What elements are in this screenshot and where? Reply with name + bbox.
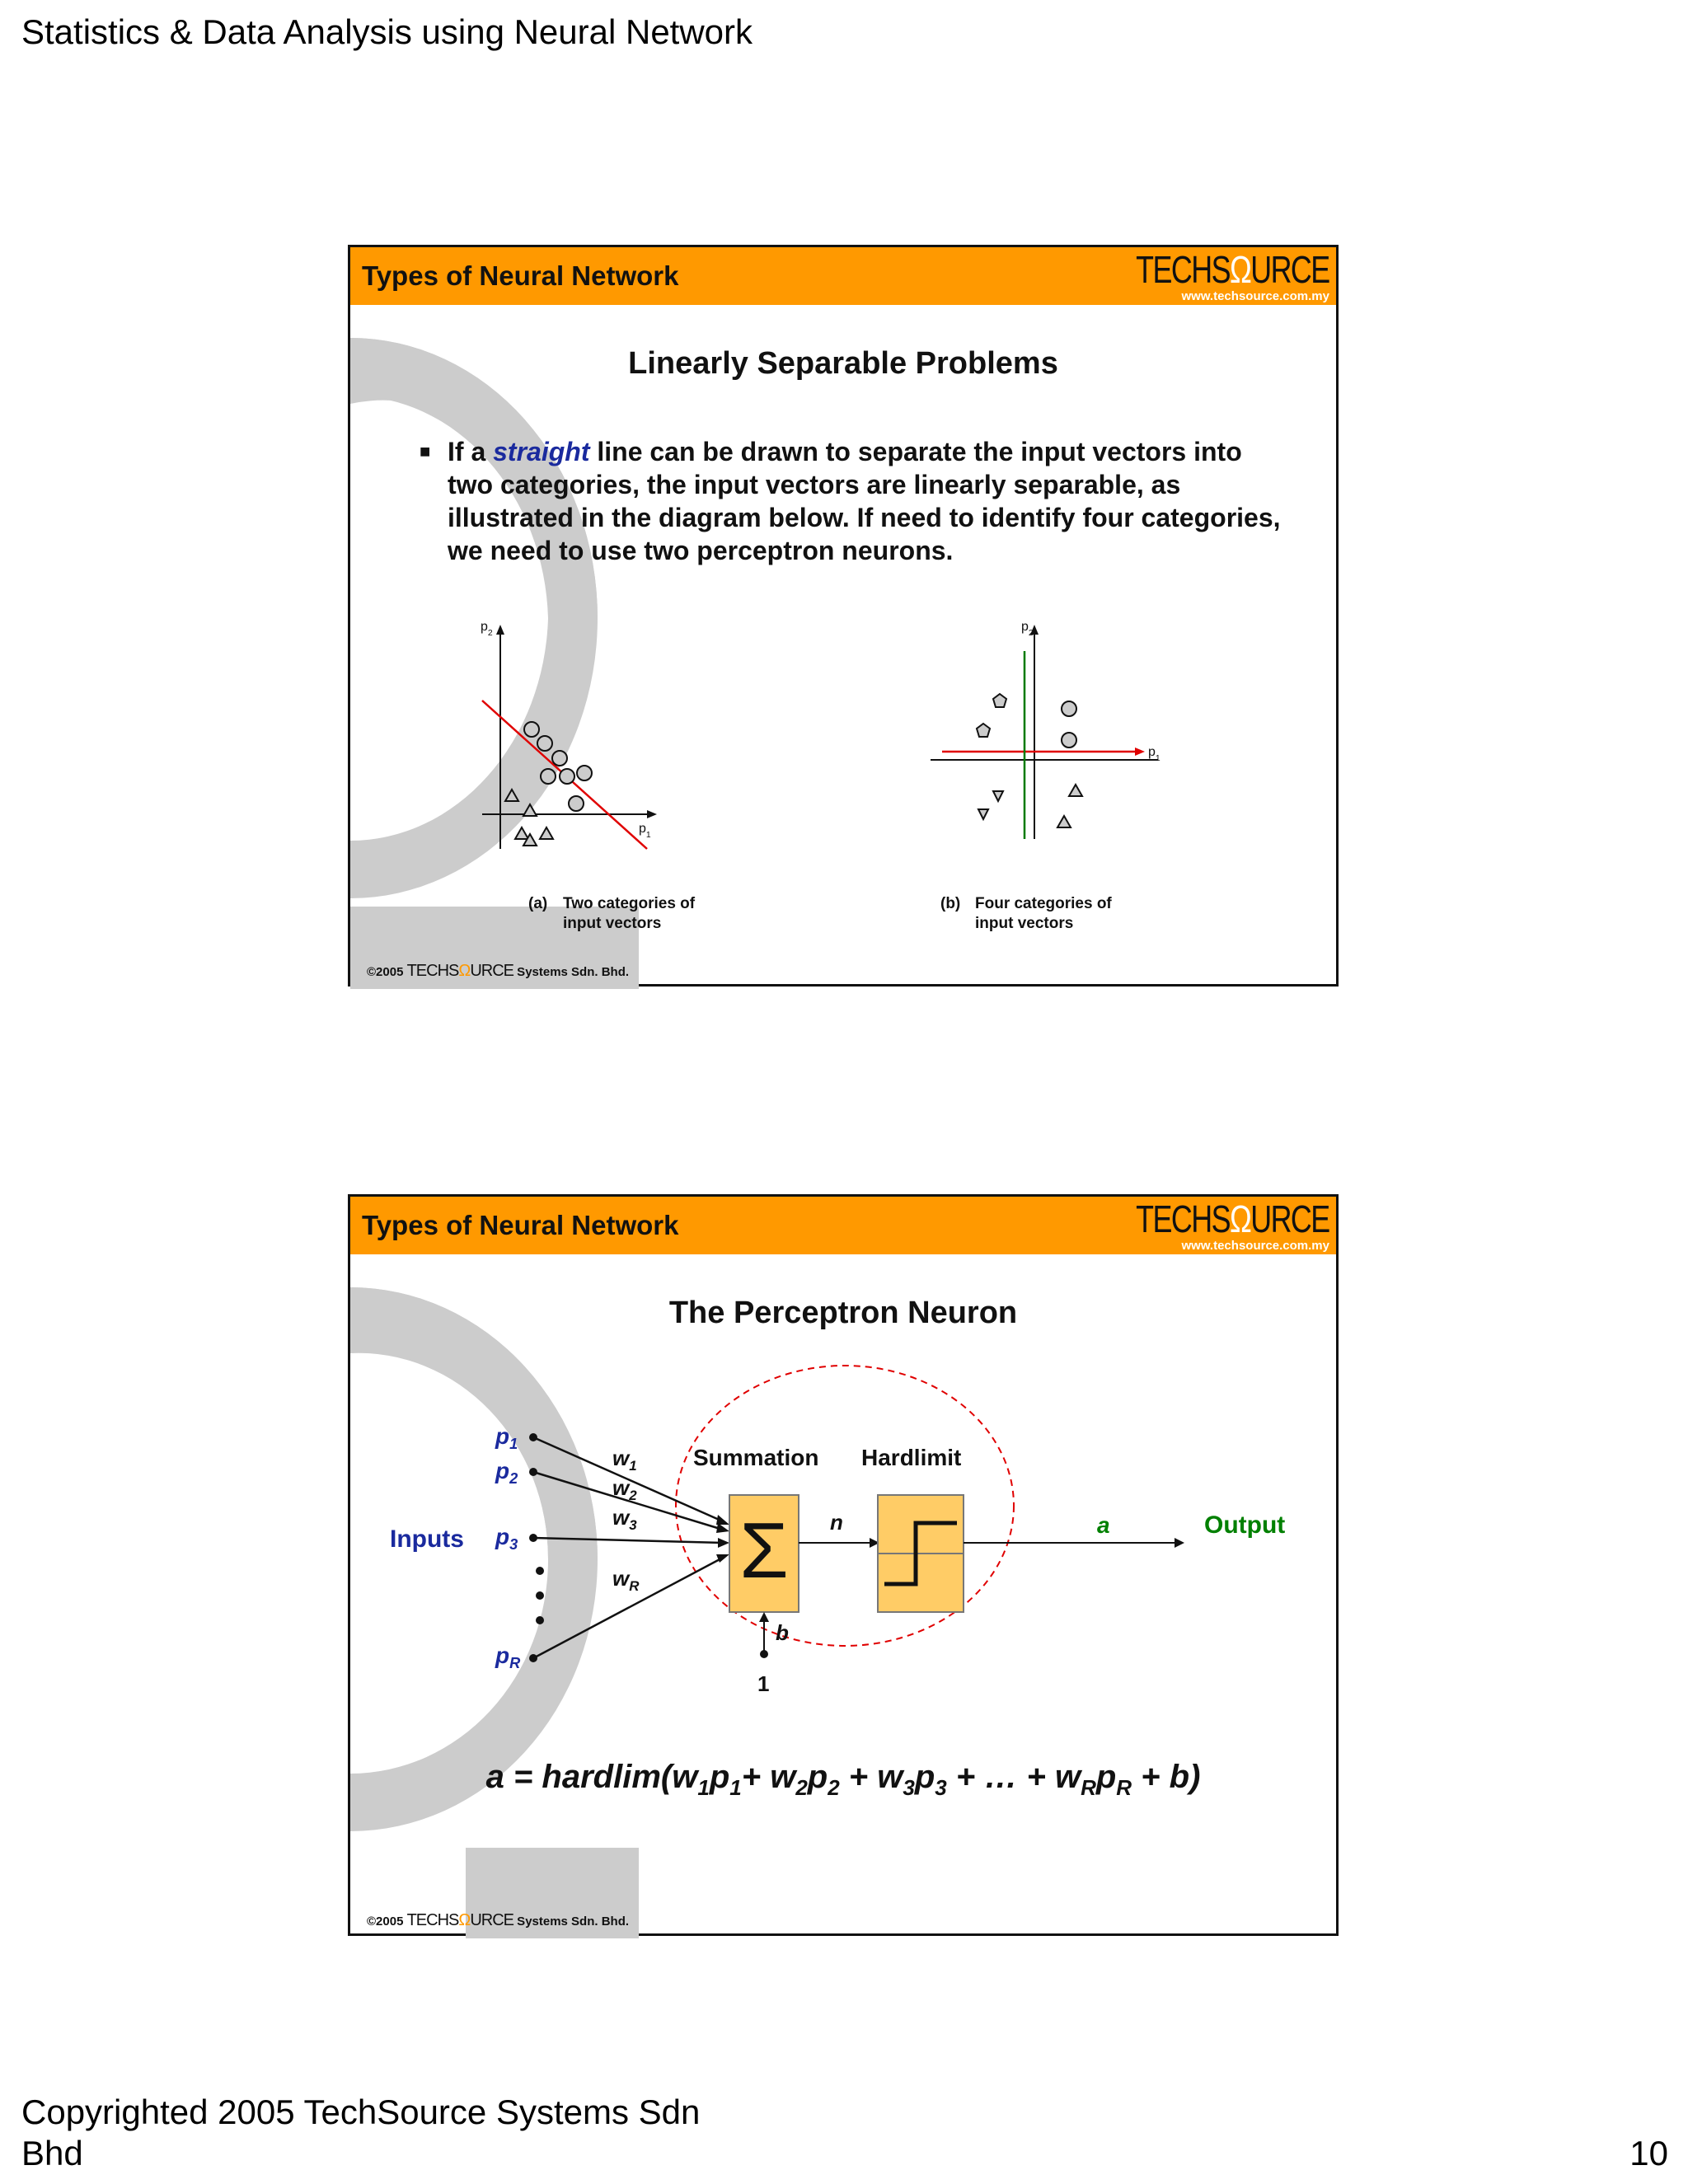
input-pR: $p_R$ [495,1643,521,1671]
slide-header-title: Types of Neural Network [362,1210,679,1240]
bullet-marker: ■ [420,441,431,462]
input-p2: $p_2$ [495,1458,518,1487]
logo-url: www.techsource.com.my [1181,1239,1329,1253]
bias-label: b [776,1620,789,1645]
hardlimit-label: Hardlimit [861,1445,962,1470]
slide-copyright: ©2005 TECHSΩURCE Systems Sdn. Bhd. [367,962,630,980]
page-footer: Copyrighted 2005 TechSource Systems Sdn Bhd [21,2093,701,2172]
inputs-label: Inputs [390,1526,464,1553]
input-p3: $p_3$ [495,1524,518,1553]
bias-input-one: 1 [757,1671,770,1696]
diagram-two-categories [482,618,680,849]
axis-label-p1: $p_1$ [639,822,651,840]
logo-url: www.techsource.com.my [1181,289,1329,303]
perceptron-diagram [350,1361,1341,1696]
page-number: 10 [1629,2134,1668,2172]
axis-label-p2: $p_2$ [1021,620,1034,638]
slide-title: Linearly Separable Problems [628,346,1058,381]
weight-w3: $w_3$ [612,1505,637,1533]
caption-b: (b) Four categories of input vectors [940,895,1112,932]
weight-wR: $w_R$ [612,1566,640,1594]
diagram-four-categories [927,618,1191,841]
slide-linearly-separable [348,245,1339,987]
axis-label-p2: $p_2$ [481,620,493,638]
hardlim-formula: $a = hardlim(w_1p_1+ w_2p_2 + w_3p_3$ + … + $w_Rp_R + b$) [485,1759,1201,1800]
weight-w1: $w_1$ [612,1446,637,1474]
axis-label-p1: $p_1$ [1148,745,1160,763]
sigma-symbol: Σ [739,1507,789,1595]
emphasis-straight: straight [493,437,590,466]
slide-header-bar [350,247,1336,305]
output-a-label: a [1097,1512,1110,1538]
output-label: Output [1204,1511,1286,1539]
techsource-logo: TECHSΩURCE www.techsource.com.my [1081,249,1329,303]
bullet-point: ■ If a straight line can be drawn to separate the input vectors into two categories, the input vectors are linearly separable, as illustrated in the diagram below. If need to identify four categories, we need to use two perceptron neurons. [420,437,1281,565]
summation-label: Summation [693,1445,819,1470]
slide-header-bar [350,1197,1336,1254]
slide-title: The Perceptron Neuron [668,1296,1018,1330]
weight-w2: $w_2$ [612,1475,637,1503]
slide-perceptron-neuron [348,1194,1339,1936]
slide-copyright: ©2005 TECHSΩURCE Systems Sdn. Bhd. [367,1911,630,1929]
slide-header-title: Types of Neural Network [362,260,679,291]
input-p1: $p_1$ [495,1423,518,1452]
n-label: n [830,1510,843,1535]
page-header: Statistics & Data Analysis using Neural Network [21,12,753,51]
techsource-logo: TECHSΩURCE www.techsource.com.my [1081,1198,1329,1253]
caption-a: (a) Two categories of input vectors [528,895,696,932]
